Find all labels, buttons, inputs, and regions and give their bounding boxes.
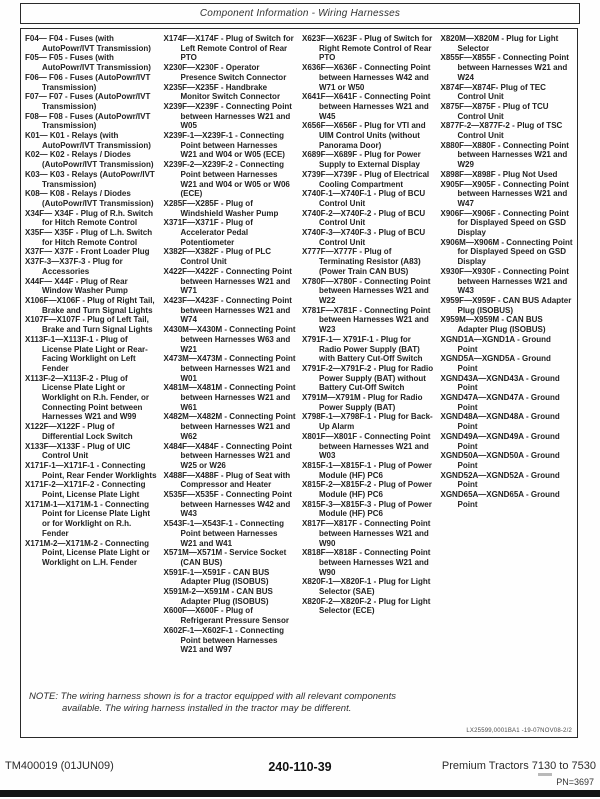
harness-entry: X905F—X905F - Connecting Point between Harnesses W21 and W47 <box>440 179 569 208</box>
harness-entry: X818F—X818F - Connecting Point between Harnesses W21 and W90 <box>302 548 431 577</box>
harness-entry: X591F-1—X591F - CAN BUS Adapter Plug (ISOBUS) <box>163 567 270 587</box>
harness-entry: X855F—X855F - Connecting Point between Harnesses W21 and W24 <box>440 53 569 82</box>
harness-entry: X798F-1—X798F-1 - Plug for Back-Up Alarm <box>302 412 433 432</box>
harness-entry: F08— F08 - Fuses (AutoPowr/IVT Transmission) <box>25 111 151 131</box>
harness-entry: X285F—X285F - Plug of Windshield Washer Pump <box>163 198 279 218</box>
harness-entry: X801F—X801F - Connecting Point between Harnesses W21 and W03 <box>302 431 431 461</box>
harness-entry: F06— F06 - Fuses (AutoPowr/IVT Transmission) <box>25 72 151 92</box>
harness-entry: X430M—X430M - Connecting Point between Harnesses W63 and W21 <box>163 325 296 354</box>
harness-entry: XGND48A—XGND48A - Ground Point <box>440 412 560 432</box>
harness-entry: F05— F05 - Fuses (with AutoPowr/IVT Transmission) <box>25 53 151 73</box>
harness-entry: K02— K02 - Relays / Diodes (AutoPowr/IVT Transmission) <box>25 150 154 170</box>
component-columns <box>25 34 573 655</box>
harness-entry: XGND49A—XGND49A - Ground Point <box>440 431 560 451</box>
harness-entry: X591M-2—X591M - CAN BUS Adapter Plug (ISOBUS) <box>163 587 273 606</box>
harness-entry: X37F-3—X37F-3 - Plug for Accessories <box>25 257 123 276</box>
harness-entry: X898F—X898F - Plug Not Used <box>440 169 558 179</box>
harness-entry: XGND1A—XGND1A - Ground Point <box>440 334 551 354</box>
harness-entry: XGND65A—XGND65A - Ground Point <box>440 490 560 509</box>
harness-entry: X740F-1—X740F-1 - Plug of BCU Control Unit <box>302 189 426 208</box>
harness-entry: X481M—X481M - Connecting Point between Harnesses W21 and W61 <box>163 383 296 412</box>
column-3 <box>302 34 435 655</box>
model-range: Premium Tractors 7130 to 7530 <box>441 760 596 772</box>
harness-entry: X422F—X422F - Connecting Point between Harnesses W21 and W71 <box>163 266 292 296</box>
harness-entry: X37F— X37F - Front Loader Plug <box>25 247 150 257</box>
harness-entry: X235F—X235F - Handbrake Monitor Switch Connector <box>163 82 281 102</box>
harness-entry: X815F-3—X815F-3 - Plug of Power Module (HF) PC6 <box>302 499 432 519</box>
harness-entry: X44F— X44F - Plug of Rear Window Washer Pump <box>25 276 128 296</box>
harness-entry: X35F— X35F - Plug of L.h. Switch for Hitch Remote Control <box>25 228 153 247</box>
harness-entry: X171M-2—X171M-2 - Connecting Point, License Plate Light or Worklight on L.H. Fender <box>25 538 150 567</box>
harness-entry: XGND52A—XGND52A - Ground Point <box>440 470 560 490</box>
column-1 <box>25 34 158 655</box>
harness-entry: X382F—X382F - Plug of PLC Control Unit <box>163 247 272 267</box>
harness-entry: X875F—X875F - Plug of TCU Control Unit <box>440 101 549 121</box>
harness-entry: K08— K08 - Relays / Diodes (AutoPowr/IVT Transmission) <box>25 189 154 208</box>
harness-entry: X777F—X777F - Plug of Terminating Resistor (A83) (Power Train CAN BUS) <box>302 247 421 276</box>
harness-entry: X171F-1—X171F-1 - Connecting Point, Rear Fender Worklights <box>25 460 157 480</box>
harness-entry: X874F—X874F- Plug of TEC Control Unit <box>440 82 546 102</box>
harness-entry: X906M—X906M - Connecting Point for Displayed Speed on GSD Display <box>440 237 573 267</box>
harness-entry: X791F-1— X791F-1 - Plug for Radio Power Supply (BAT) with Battery Cut-Off Switch <box>302 334 423 364</box>
component-list-box <box>20 28 578 738</box>
harness-entry: X113F-2—X113F-2 - Plug of License Plate Light or Worklight on R.h. Fender, or Connecting Point between Harnesses W21 and W99 <box>25 373 149 422</box>
harness-entry: X623F—X623F - Plug of Switch for Right Remote Control of Rear PTO <box>302 34 433 63</box>
harness-entry: X473M—X473M - Connecting Point between Harnesses W21 and W01 <box>163 354 296 383</box>
harness-entry: F07— F07 - Fuses (AutoPowr/IVT Transmission) <box>25 92 151 111</box>
harness-entry: X571M—X571M - Service Socket (CAN BUS) <box>163 548 287 567</box>
harness-entry: X171M-1—X171M-1 - Connecting Point for License Plate Light or for Worklight on R.h. Fender <box>25 499 151 538</box>
harness-entry: K03— K03 - Relays (AutoPowr/IVT Transmission) <box>25 169 155 189</box>
harness-entry: X906F—X906F - Connecting Point for Displayed Speed on GSD Display <box>440 208 569 238</box>
harness-entry: X656F—X656F - Plug for VTI and UIM Control Units (without Panorama Door) <box>302 121 426 150</box>
harness-entry: X423F—X423F - Connecting Point between Harnesses W21 and W74 <box>163 295 292 325</box>
harness-entry: X641F—X641F - Connecting Point between Harnesses W21 and W45 <box>302 92 431 121</box>
harness-entry: X781F—X781F - Connecting Point between Harnesses W21 and W23 <box>302 305 431 335</box>
harness-entry: X815F-1—X815F-1 - Plug of Power Module (HF) PC6 <box>302 460 432 480</box>
harness-entry: X488F—X488F - Plug of Seat with Compressor and Heater <box>163 470 291 490</box>
page-edge-bar <box>0 790 600 797</box>
harness-entry: X171F-2—X171F-2 - Connecting Point, License Plate Light <box>25 480 146 500</box>
harness-entry: X133F—X133F - Plug of UIC Control Unit <box>25 441 131 461</box>
harness-entry: X780F—X780F - Connecting Point between Harnesses W21 and W22 <box>302 276 431 305</box>
pn-number: PN=3697 <box>556 777 594 787</box>
page-number: 240-110-39 <box>268 760 332 774</box>
harness-entry: XGND43A—XGND43A - Ground Point <box>440 373 560 393</box>
harness-entry: X815F-2—X815F-2 - Plug of Power Module (HF) PC6 <box>302 480 432 500</box>
harness-entry: X930F—X930F - Connecting Point between Harnesses W21 and W43 <box>440 266 569 296</box>
harness-entry: X739F—X739F - Plug of Electrical Cooling Compartment <box>302 169 430 189</box>
harness-entry: X484F—X484F - Connecting Point between Harnesses W21 and W25 or W26 <box>163 441 292 470</box>
harness-entry: X820F-2—X820F-2 - Plug for Light Selector (ECE) <box>302 596 431 616</box>
harness-entry: X791M—X791M - Plug for Radio Power Supply (BAT) <box>302 393 423 412</box>
harness-entry: X817F—X817F - Connecting Point between Harnesses W21 and W90 <box>302 519 431 548</box>
figure-reference: LX25599,0001BA1 -19-07NOV08-2/2 <box>466 728 572 734</box>
harness-entry: X107F—X107F - Plug of Left Tail, Brake and Turn Signal Lights <box>25 315 153 335</box>
harness-entry: X740F-2—X740F-2 - Plug of BCU Control Unit <box>302 208 426 228</box>
harness-entry: X174F—X174F - Plug of Switch for Left Remote Control of Rear PTO <box>163 34 294 63</box>
harness-entry: XGND47A—XGND47A - Ground Point <box>440 393 560 412</box>
harness-entry: X113F-1—X113F-1 - Plug of License Plate Light or Rear-Facing Worklight on Left Fender <box>25 334 148 373</box>
note-text: NOTE: The wiring harness shown is for a tractor equipped with all relevant components available. The wiring harness installed in the tractor may be different. <box>29 691 396 714</box>
harness-entry: X600F—X600F - Plug of Refrigerant Pressure Sensor <box>163 606 289 626</box>
harness-entry: F04— F04 - Fuses (with AutoPowr/IVT Transmission) <box>25 34 151 53</box>
harness-entry: K01— K01 - Relays (with AutoPowr/IVT Transmission) <box>25 131 151 150</box>
harness-entry: XGND5A—XGND5A - Ground Point <box>440 354 551 373</box>
harness-entry: X820M—X820M - Plug for Light Selector <box>440 34 559 53</box>
harness-entry: X959F—X959F - CAN BUS Adapter Plug (ISOBUS) <box>440 295 572 315</box>
harness-entry: X880F—X880F - Connecting Point between Harnesses W21 and W29 <box>440 140 569 170</box>
page-title: Component Information - Wiring Harnesses <box>199 8 401 19</box>
harness-entry: X482M—X482M - Connecting Point between Harnesses W21 and W62 <box>163 412 296 441</box>
harness-entry: X689F—X689F - Plug for Power Supply to External Display <box>302 150 421 170</box>
harness-entry: XGND50A—XGND50A - Ground Point <box>440 451 560 470</box>
page-footer <box>0 758 600 788</box>
harness-entry: X636F—X636F - Connecting Point between Harnesses W42 and W71 or W50 <box>302 63 431 92</box>
harness-entry: X791F-2—X791F-2 - Plug for Radio Power Supply (BAT) without Battery Cut-Off Switch <box>302 363 434 393</box>
harness-entry: X106F—X106F - Plug of Right Tail, Brake and Turn Signal Lights <box>25 295 155 315</box>
column-2 <box>164 34 297 655</box>
harness-entry: X602F-1—X602F-1 - Connecting Point between Harnesses W21 and W97 <box>163 625 284 655</box>
harness-entry: X740F-3—X740F-3 - Plug of BCU Control Unit <box>302 228 426 247</box>
page-header <box>20 3 580 24</box>
harness-entry: X239F-1—X239F-1 - Connecting Point between Harnesses W21 and W04 or W05 (ECE) <box>163 131 285 160</box>
harness-entry: X239F—X239F - Connecting Point between Harnesses W21 and W05 <box>163 101 292 131</box>
harness-entry: X371F—X371F - Plug of Accelerator Pedal Potentiometer <box>163 218 253 247</box>
harness-entry: X230F—X230F - Operator Presence Switch Connector <box>163 63 287 82</box>
column-4 <box>441 34 574 655</box>
harness-entry: X543F-1—X543F-1 - Connecting Point between Harnesses W21 and W41 <box>163 519 284 548</box>
harness-entry: X122F—X122F - Plug of Differential Lock Switch <box>25 422 133 441</box>
harness-entry: X239F-2—X239F-2 - Connecting Point between Harnesses W21 and W04 or W05 or W06 (ECE) <box>163 160 290 199</box>
harness-entry: X535F—X535F - Connecting Point between Harnesses W42 and W43 <box>163 490 292 519</box>
manual-number: TM400019 (01JUN09) <box>5 760 114 772</box>
harness-entry: X877F-2—X877F-2 - Plug of TSC Control Unit <box>440 121 563 141</box>
harness-entry: X820F-1—X820F-1 - Plug for Light Selector (SAE) <box>302 577 431 597</box>
harness-entry: X34F— X34F - Plug of R.h. Switch for Hitch Remote Control <box>25 208 154 228</box>
harness-entry: X959M—X959M - CAN BUS Adapter Plug (ISOBUS) <box>440 315 546 335</box>
tiny-print-mark <box>538 773 552 776</box>
